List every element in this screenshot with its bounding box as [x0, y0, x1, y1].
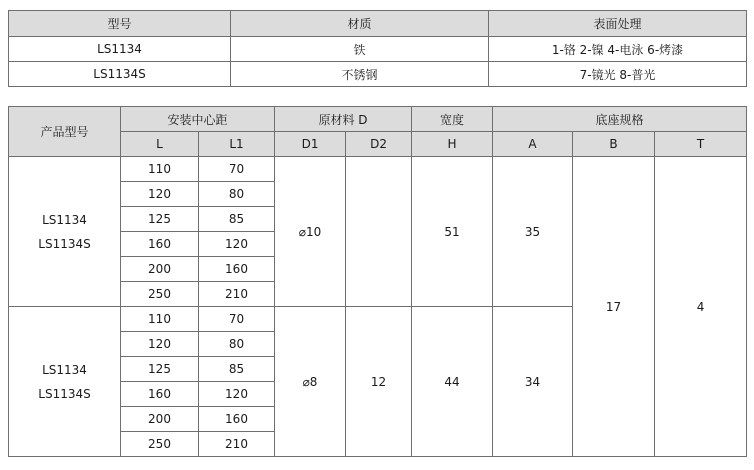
header-row-1 — [9, 107, 747, 132]
cell-D1: ⌀10 — [275, 157, 346, 307]
header-L: L — [121, 132, 199, 157]
cell-material: 铁 — [231, 37, 489, 62]
cell-model: LS1134S — [9, 62, 231, 87]
cell-L: 110 — [121, 157, 199, 182]
cell-L1: 160 — [199, 257, 275, 282]
header-product-model: 产品型号 — [9, 107, 121, 157]
cell-finish: 1-铬 2-镍 4-电泳 6-烤漆 — [489, 37, 747, 62]
cell-L1: 210 — [199, 282, 275, 307]
group-models — [9, 157, 121, 307]
cell-L: 160 — [121, 382, 199, 407]
table-row — [9, 157, 747, 182]
cell-model: LS1134 — [9, 37, 231, 62]
header-D2: D2 — [346, 132, 412, 157]
material-finish-table — [8, 10, 747, 87]
model-name: LS1134S — [38, 386, 91, 401]
cell-L: 250 — [121, 432, 199, 457]
cell-L: 200 — [121, 407, 199, 432]
header-base-spec: 底座规格 — [493, 107, 747, 132]
header-center-distance: 安装中心距 — [121, 107, 275, 132]
header-width: 宽度 — [412, 107, 493, 132]
header-H: H — [412, 132, 493, 157]
header-material: 材质 — [231, 11, 489, 37]
table-row — [9, 37, 747, 62]
header-B: B — [573, 132, 655, 157]
cell-D2 — [346, 157, 412, 307]
cell-L: 120 — [121, 332, 199, 357]
cell-D2: 12 — [346, 307, 412, 457]
cell-L: 120 — [121, 182, 199, 207]
cell-H: 44 — [412, 307, 493, 457]
table-row — [9, 62, 747, 87]
header-L1: L1 — [199, 132, 275, 157]
cell-A: 35 — [493, 157, 573, 307]
cell-L1: 85 — [199, 207, 275, 232]
header-row — [9, 11, 747, 37]
cell-T: 4 — [655, 157, 747, 457]
cell-L1: 210 — [199, 432, 275, 457]
header-finish: 表面处理 — [489, 11, 747, 37]
cell-L: 200 — [121, 257, 199, 282]
group-models — [9, 307, 121, 457]
cell-material: 不锈钢 — [231, 62, 489, 87]
cell-L: 110 — [121, 307, 199, 332]
cell-L1: 80 — [199, 332, 275, 357]
cell-A: 34 — [493, 307, 573, 457]
cell-B: 17 — [573, 157, 655, 457]
cell-H: 51 — [412, 157, 493, 307]
cell-D1: ⌀8 — [275, 307, 346, 457]
header-T: T — [655, 132, 747, 157]
cell-L1: 120 — [199, 232, 275, 257]
model-name: LS1134 — [42, 212, 87, 227]
cell-L: 125 — [121, 207, 199, 232]
cell-L1: 70 — [199, 157, 275, 182]
header-raw-material: 原材料 D — [275, 107, 412, 132]
cell-L1: 160 — [199, 407, 275, 432]
cell-L: 160 — [121, 232, 199, 257]
header-A: A — [493, 132, 573, 157]
cell-L1: 80 — [199, 182, 275, 207]
cell-L: 250 — [121, 282, 199, 307]
cell-L: 125 — [121, 357, 199, 382]
header-D1: D1 — [275, 132, 346, 157]
model-name: LS1134 — [42, 362, 87, 377]
cell-finish: 7-镜光 8-普光 — [489, 62, 747, 87]
header-model: 型号 — [9, 11, 231, 37]
cell-L1: 70 — [199, 307, 275, 332]
cell-L1: 120 — [199, 382, 275, 407]
dimension-table — [8, 106, 747, 457]
cell-L1: 85 — [199, 357, 275, 382]
model-name: LS1134S — [38, 236, 91, 251]
